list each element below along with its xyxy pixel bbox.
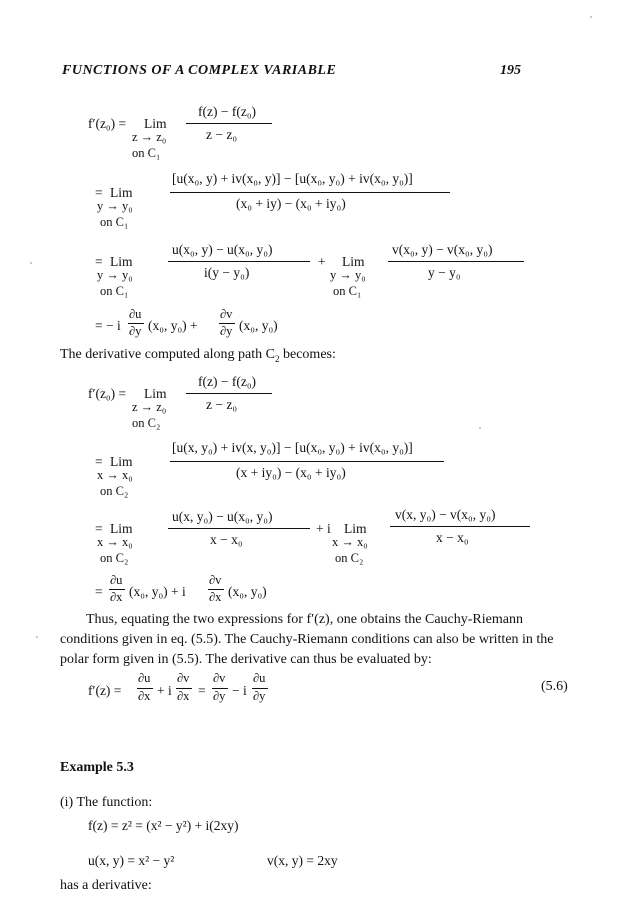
c1-frac1-bar [186, 123, 272, 124]
c2-d4b-den: ∂x [209, 590, 222, 604]
eq56-t1-num: ∂u [138, 671, 151, 685]
c2-frac1-bar [186, 393, 272, 394]
c2-arg4b: (x₀, y₀) [228, 584, 267, 599]
c1-frac3a-bar [168, 261, 310, 262]
c1-lim2: Lim [110, 185, 133, 200]
c1-lhs: f′(z₀) = [88, 116, 127, 131]
page-number: 195 [500, 63, 521, 78]
scan-speck [590, 16, 592, 18]
scan-speck [36, 636, 38, 638]
c2-plus3: + i [316, 521, 331, 536]
path-c2-intro-sub: 2 [275, 353, 280, 364]
c1-lim3b: Lim [342, 254, 365, 269]
c1-frac3a-num: u(x₀, y) − u(x₀, y₀) [172, 242, 273, 257]
c2-frac3b-num: v(x, y₀) − v(x₀, y₀) [395, 507, 496, 522]
eq56-t2-num: ∂v [177, 671, 190, 685]
c1-arg4b: (x₀, y₀) [239, 318, 278, 333]
c2-eq4: = [95, 584, 103, 599]
example-v: v(x, y) = 2xy [267, 853, 338, 868]
c2-frac3a-bar [168, 528, 310, 529]
c2-lhs: f′(z₀) = [88, 386, 127, 401]
c2-lim1-sub: z → z₀ [132, 400, 167, 414]
eq56-t3-num: ∂v [213, 671, 226, 685]
c2-lim2-sub: x → x₀ [97, 468, 133, 482]
c2-arg4a: (x₀, y₀) + i [129, 584, 186, 599]
eq56-t4-den: ∂y [253, 689, 266, 703]
c2-lim1: Lim [144, 386, 167, 401]
c2-frac3b-bar [390, 526, 530, 527]
eq56-t2-den: ∂x [177, 689, 190, 703]
c1-frac1-den: z − z₀ [206, 127, 238, 142]
equation-number: (5.6) [541, 679, 568, 694]
example-heading: Example 5.3 [60, 760, 134, 775]
eq56-op3: − i [232, 683, 247, 698]
c1-lim3b-on: on C₁ [333, 284, 362, 298]
c2-frac1-num: f(z) − f(z₀) [198, 374, 257, 389]
c2-lim3b-sub: x → x₀ [332, 535, 368, 549]
paragraph-line-3: polar form given in (5.5). The derivative can thus be evaluated by: [60, 652, 432, 667]
c1-d4a-num: ∂u [129, 307, 142, 321]
c2-d4b-num: ∂v [209, 573, 222, 587]
c1-lim3a: Lim [110, 254, 133, 269]
c2-frac3a-num: u(x, y₀) − u(x₀, y₀) [172, 509, 273, 524]
c1-frac3a-den: i(y − y₀) [204, 265, 250, 280]
eq56-t3-den: ∂y [213, 689, 226, 703]
example-tail: has a derivative: [60, 878, 152, 893]
c1-plus3: + [318, 254, 326, 269]
c1-frac3b-num: v(x₀, y) − v(x₀, y₀) [392, 242, 493, 257]
running-header-title: FUNCTIONS OF A COMPLEX VARIABLE [62, 63, 337, 78]
c1-frac3b-bar [388, 261, 524, 262]
c2-lim3a: Lim [110, 521, 133, 536]
c1-lim2-sub: y → y₀ [97, 199, 133, 213]
example-item: (i) The function: [60, 795, 153, 810]
c1-lim1-sub: z → z₀ [132, 130, 167, 144]
c1-lim1: Lim [144, 116, 167, 131]
c2-frac3b-den: x − x₀ [436, 530, 469, 545]
c2-lim3a-sub: x → x₀ [97, 535, 133, 549]
c1-eq4: = − i [95, 318, 121, 333]
c2-d4a-num: ∂u [110, 573, 123, 587]
c1-frac3b-den: y − y₀ [428, 265, 461, 280]
c2-eq3: = [95, 521, 103, 536]
c2-lim2-on: on C₂ [100, 484, 129, 498]
c2-lim3a-on: on C₂ [100, 551, 129, 565]
paragraph-line-1: Thus, equating the two expressions for f′(z), one obtains the Cauchy-Riemann [86, 612, 523, 627]
paragraph-line-2: conditions given in eq. (5.5). The Cauchy-Riemann conditions can also be written in the [60, 632, 554, 647]
c2-d4a-den: ∂x [110, 590, 123, 604]
c2-lim2: Lim [110, 454, 133, 469]
path-c2-intro-text: The derivative computed along path C [60, 347, 275, 362]
path-c2-intro-tail: becomes: [279, 347, 336, 362]
c2-frac2-bar [170, 461, 444, 462]
c1-lim1-on: on C₁ [132, 146, 161, 160]
scan-speck [30, 262, 32, 264]
c2-frac3a-den: x − x₀ [210, 532, 243, 547]
scan-speck [479, 427, 481, 429]
c1-frac2-den: (x₀ + iy) − (x₀ + iy₀) [236, 196, 346, 211]
eq56-lhs: f′(z) = [88, 683, 122, 698]
c2-frac1-den: z − z₀ [206, 397, 238, 412]
example-fz: f(z) = z² = (x² − y²) + i(2xy) [88, 818, 239, 833]
c1-eq3: = [95, 254, 103, 269]
c1-frac2-num: [u(x₀, y) + iv(x₀, y)] − [u(x₀, y₀) + iv(x₀, y₀)] [172, 171, 413, 186]
eq56-t1-den: ∂x [138, 689, 151, 703]
eq56-op1: + i [157, 683, 172, 698]
c1-lim2-on: on C₁ [100, 215, 129, 229]
eq56-t4-num: ∂u [253, 671, 266, 685]
c1-eq2: = [95, 185, 103, 200]
c2-eq2: = [95, 454, 103, 469]
path-c2-intro [60, 347, 336, 364]
c1-lim3a-on: on C₁ [100, 284, 129, 298]
c1-d4b-den: ∂y [220, 324, 233, 338]
c2-lim1-on: on C₂ [132, 416, 161, 430]
c2-lim3b-on: on C₂ [335, 551, 364, 565]
c1-frac2-bar [170, 192, 450, 193]
c2-frac2-den: (x + iy₀) − (x₀ + iy₀) [236, 465, 346, 480]
c1-arg4a: (x₀, y₀) + [148, 318, 198, 333]
c1-frac1-num: f(z) − f(z₀) [198, 104, 257, 119]
c2-frac2-num: [u(x, y₀) + iv(x, y₀)] − [u(x₀, y₀) + iv(x₀, y₀)] [172, 440, 413, 455]
example-u: u(x, y) = x² − y² [88, 853, 175, 868]
c1-d4b-num: ∂v [220, 307, 233, 321]
c1-lim3a-sub: y → y₀ [97, 268, 133, 282]
eq56-op2: = [198, 683, 206, 698]
c1-d4a-den: ∂y [129, 324, 142, 338]
c1-lim3b-sub: y → y₀ [330, 268, 366, 282]
c2-lim3b: Lim [344, 521, 367, 536]
